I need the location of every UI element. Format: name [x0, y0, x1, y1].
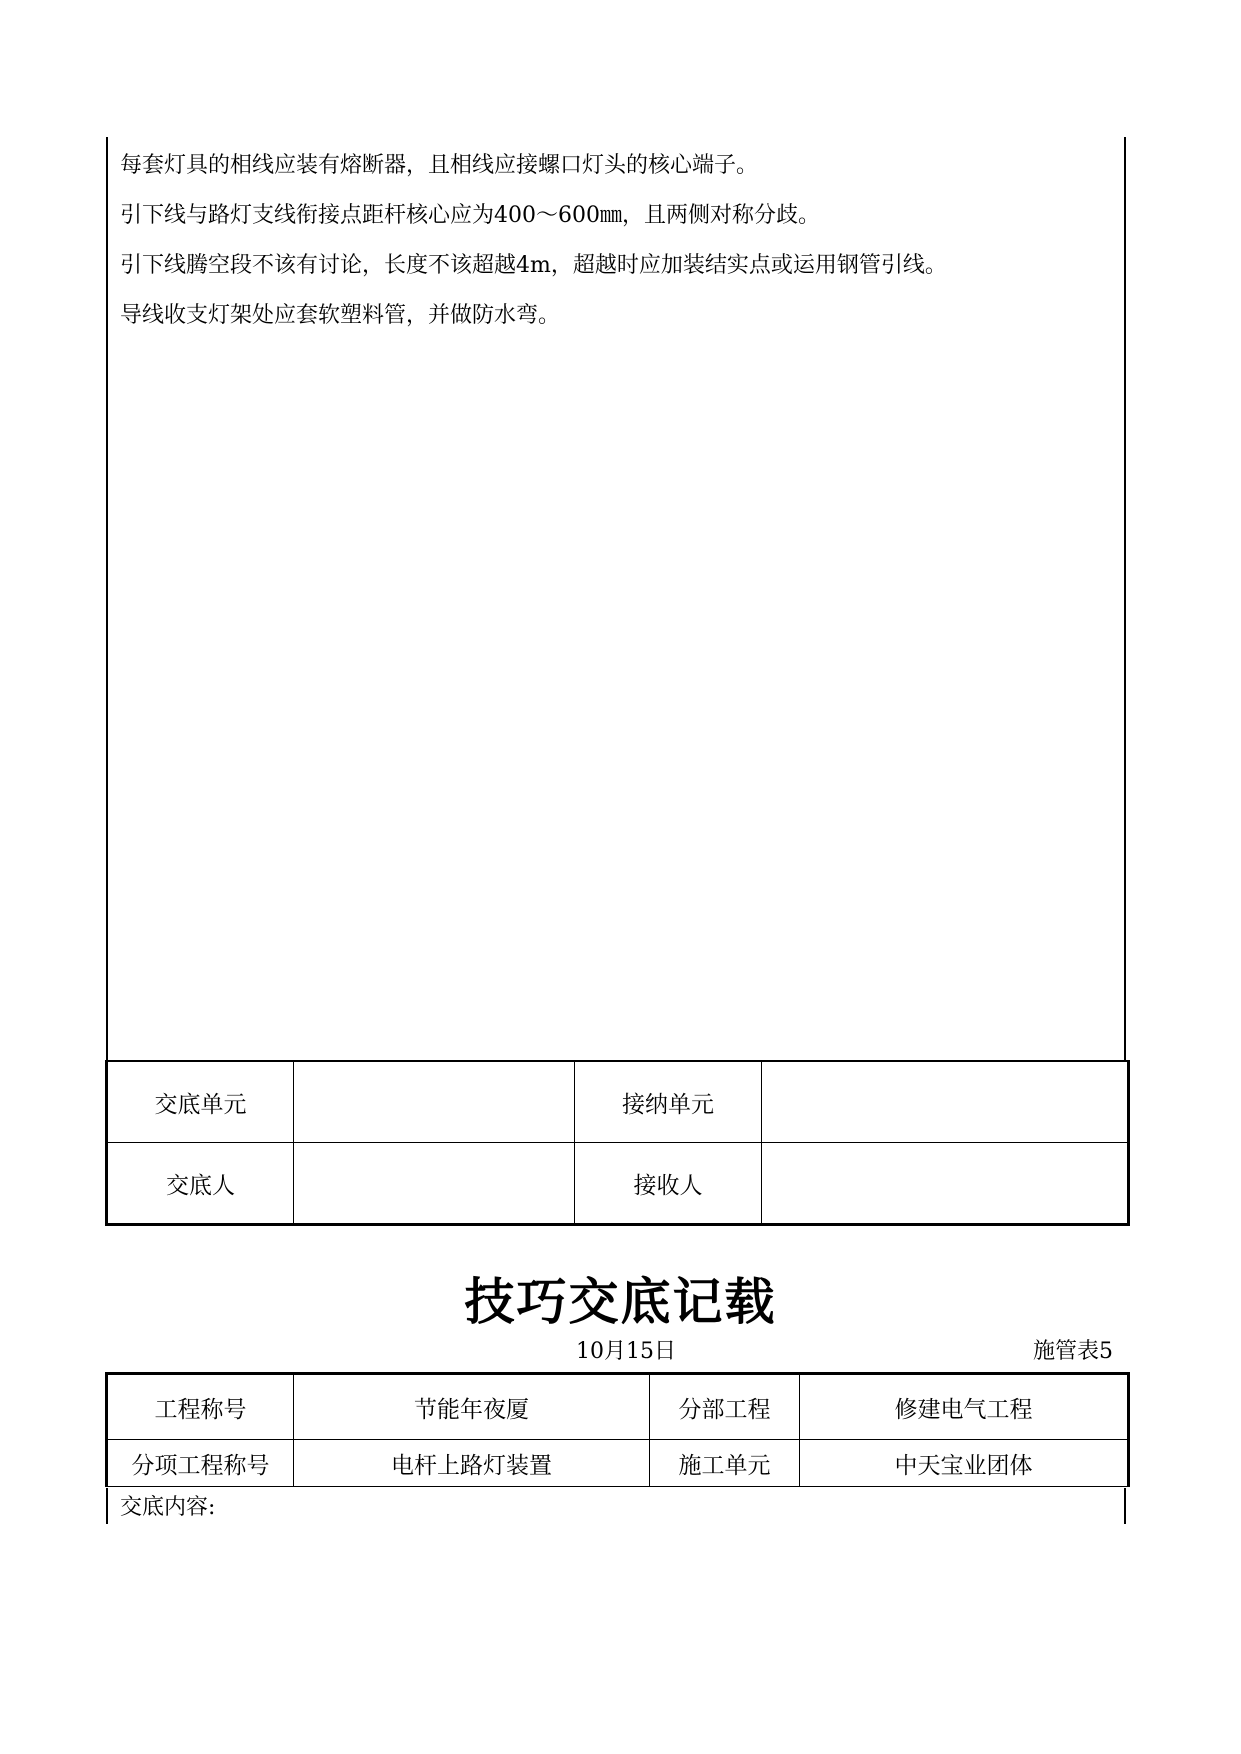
construction-unit-value: 中天宝业团体 [800, 1440, 1129, 1487]
content-line-1: 每套灯具的相线应装有熔断器，且相线应接螺口灯头的核心端子。 [120, 153, 759, 178]
division-label: 分部工程 [650, 1374, 800, 1440]
content-line-4: 导线收支灯架处应套软塑料管，并做防水弯。 [120, 303, 561, 328]
content-label: 交底内容: [120, 1495, 216, 1520]
receiver-label: 接收人 [575, 1143, 762, 1225]
construction-unit-label: 施工单元 [650, 1440, 800, 1487]
receiving-unit-field[interactable] [762, 1061, 1129, 1143]
handover-person-field[interactable] [294, 1143, 575, 1225]
handover-person-label: 交底人 [107, 1143, 294, 1225]
content-line-2: 引下线与路灯支线衔接点距杆核心应为400～600㎜，且两侧对称分歧。 [120, 203, 820, 228]
division-value: 修建电气工程 [800, 1374, 1129, 1440]
handover-content-box [106, 137, 1126, 1060]
project-info-table [105, 1372, 1130, 1487]
project-name-label: 工程称号 [107, 1374, 294, 1440]
content-section [106, 1488, 1126, 1524]
form-number: 施管表5 [1033, 1339, 1113, 1364]
content-line-3: 引下线腾空段不该有讨论，长度不该超越4m，超越时应加装结实点或运用钢管引线。 [120, 253, 947, 278]
signature-table [105, 1060, 1130, 1226]
handover-unit-label: 交底单元 [107, 1061, 294, 1143]
project-name-value: 节能年夜厦 [294, 1374, 650, 1440]
receiver-field[interactable] [762, 1143, 1129, 1225]
record-date: 10月15日 [576, 1339, 676, 1364]
page-title: 技巧交底记载 [464, 1273, 777, 1331]
handover-content-lines [120, 141, 1114, 341]
receiving-unit-label: 接纳单元 [575, 1061, 762, 1143]
handover-unit-field[interactable] [294, 1061, 575, 1143]
subitem-value: 电杆上路灯装置 [294, 1440, 650, 1487]
subitem-label: 分项工程称号 [107, 1440, 294, 1487]
